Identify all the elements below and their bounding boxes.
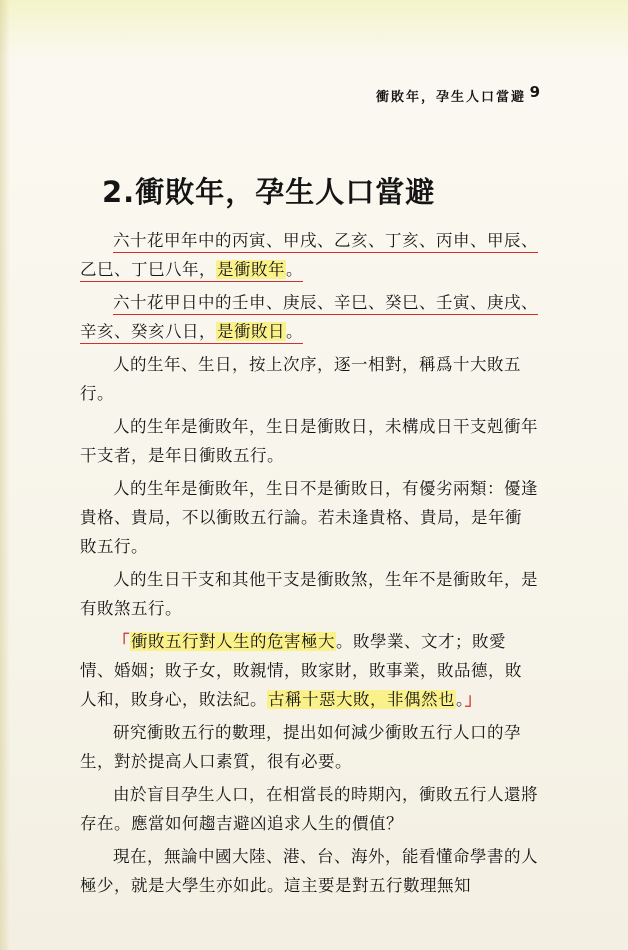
paragraph-5: 人的生年是衝敗年，生日不是衝敗日，有優劣兩類：優逢貴格、貴局，不以衝敗五行論。若未逢貴格、貴局，是年衝敗五行。 bbox=[80, 479, 538, 556]
highlighted-text: 是衝敗年 bbox=[217, 260, 285, 279]
running-header: 衝敗年，孕生人口當避 bbox=[375, 90, 526, 105]
paragraph-1 bbox=[80, 226, 538, 284]
paragraph-2-end: 。 bbox=[286, 322, 303, 341]
paragraph-8: 研究衝敗五行的數理，提出如何減少衝敗五行人口的孕生，對於提高人口素質，很有必要。 bbox=[80, 723, 521, 771]
highlighted-text: 衝敗五行對人生的危害極大 bbox=[131, 632, 335, 651]
paragraph-7-middle: 。敗學業、文才；敗愛情、婚姻；敗子女，敗親情，敗家財，敗事業，敗品德，敗人和，敗身心，敗法紀。 bbox=[80, 632, 522, 709]
paragraph-7 bbox=[80, 627, 538, 714]
paragraph-1-end: 。 bbox=[286, 260, 303, 279]
highlighted-text: 是衝敗日 bbox=[217, 322, 285, 341]
highlighted-text: 古稱十惡大敗，非偶然也 bbox=[268, 690, 455, 709]
red-bracket-open: 「 bbox=[113, 632, 130, 651]
paragraph-9: 由於盲目孕生人口，在相當長的時期內，衝敗五行人還將存在。應當如何趨吉避凶追求人生的價值？ bbox=[80, 785, 538, 833]
paragraph-1-text: 六十花甲年中的丙寅、甲戌、乙亥、丁亥、丙申、甲辰、乙巳、丁巳八年， bbox=[80, 231, 538, 279]
paragraph-2-text: 六十花甲日中的壬申、庚辰、辛巳、癸巳、壬寅、庚戌、辛亥、癸亥八日， bbox=[80, 293, 538, 341]
paragraph-2 bbox=[80, 288, 538, 346]
paragraph-10: 現在，無論中國大陸、港、台、海外，能看懂命學書的人極少，就是大學生亦如此。這主要是對五行數理無知 bbox=[80, 847, 538, 895]
paragraph-7-end: 。 bbox=[456, 690, 465, 709]
chapter-title: 2.衝敗年，孕生人口當避 bbox=[102, 175, 436, 209]
body-text bbox=[80, 226, 538, 904]
page-number: 9 bbox=[529, 83, 540, 101]
paragraph-6: 人的生日干支和其他干支是衝敗煞，生年不是衝敗年，是有敗煞五行。 bbox=[80, 570, 538, 618]
red-underlined-text bbox=[80, 293, 538, 344]
red-underlined-text bbox=[80, 231, 538, 282]
red-bracket-close: 」 bbox=[464, 690, 482, 709]
paragraph-3: 人的生年、生日，按上次序，逐一相對，稱爲十大敗五行。 bbox=[80, 355, 521, 403]
paragraph-4: 人的生年是衝敗年，生日是衝敗日，未構成日干支剋衝年干支者，是年日衝敗五行。 bbox=[80, 417, 538, 465]
